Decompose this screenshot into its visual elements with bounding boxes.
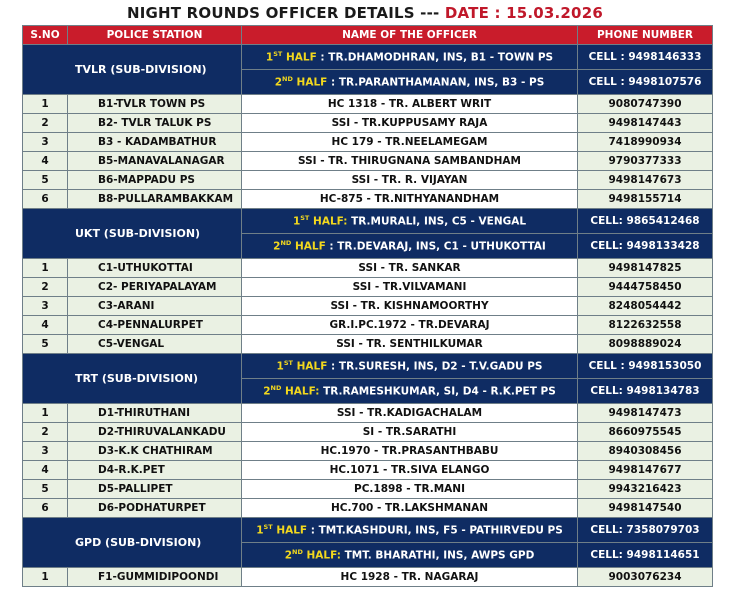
table-row xyxy=(23,95,713,114)
half-officer-text: : TR.SURESH, INS, D2 - T.V.GADU PS xyxy=(331,360,543,373)
police-station: D5-PALLIPET xyxy=(68,480,242,499)
header-sno: S.NO xyxy=(23,26,68,45)
table-row xyxy=(23,568,713,587)
table-row xyxy=(23,259,713,278)
header-officer-name: NAME OF THE OFFICER xyxy=(242,26,578,45)
table-row xyxy=(23,316,713,335)
serial-number: 2 xyxy=(23,278,68,297)
half-label: HALF xyxy=(285,51,317,64)
half-officer-text: : TR.PARANTHAMANAN, INS, B3 - PS xyxy=(330,76,545,89)
half-ordinal-number: 1 xyxy=(276,360,284,373)
phone-number: 9498147825 xyxy=(578,259,713,278)
half-label: HALF xyxy=(296,360,328,373)
half-ordinal-number: 1 xyxy=(292,215,301,228)
second-half-officer xyxy=(242,379,578,404)
first-half-officer xyxy=(242,45,578,70)
half-officer-text: : TMT.KASHDURI, INS, F5 - PATHIRVEDU PS xyxy=(310,524,563,537)
table-row xyxy=(23,278,713,297)
phone-number: 9498147540 xyxy=(578,499,713,518)
half-ordinal-suffix: ND xyxy=(282,75,293,84)
first-half-phone: CELL : 9498146333 xyxy=(578,45,713,70)
half-ordinal-number: 2 xyxy=(284,549,293,562)
police-station: C5-VENGAL xyxy=(68,335,242,354)
second-half-officer xyxy=(242,234,578,259)
subdivision-name: TVLR (SUB-DIVISION) xyxy=(75,63,207,76)
officer-name: GR.I.PC.1972 - TR.DEVARAJ xyxy=(242,316,578,335)
serial-number: 3 xyxy=(23,297,68,316)
phone-number: 8098889024 xyxy=(578,335,713,354)
serial-number: 1 xyxy=(23,95,68,114)
phone-number: 8660975545 xyxy=(578,423,713,442)
serial-number: 1 xyxy=(23,568,68,587)
table-row xyxy=(23,335,713,354)
serial-number: 2 xyxy=(23,114,68,133)
half-ordinal-suffix: ND xyxy=(280,239,292,248)
officer-name: HC.1970 - TR.PRASANTHBABU xyxy=(242,442,578,461)
table-body xyxy=(23,45,713,587)
police-station: F1-GUMMIDIPOONDI xyxy=(68,568,242,587)
phone-number: 9498155714 xyxy=(578,190,713,209)
officer-name: PC.1898 - TR.MANI xyxy=(242,480,578,499)
serial-number: 4 xyxy=(23,461,68,480)
serial-number: 3 xyxy=(23,133,68,152)
officer-name: HC.700 - TR.LAKSHMANAN xyxy=(242,499,578,518)
header-police-station: POLICE STATION xyxy=(68,26,242,45)
table-row xyxy=(23,171,713,190)
half-ordinal-suffix: ST xyxy=(283,359,293,368)
half-ordinal-suffix: ND xyxy=(292,548,303,557)
police-station: D1-THIRUTHANI xyxy=(68,404,242,423)
serial-number: 2 xyxy=(23,423,68,442)
second-half-phone: CELL : 9498107576 xyxy=(578,70,713,95)
officer-name: SSI - TR. R. VIJAYAN xyxy=(242,171,578,190)
half-officer-text: : TR.DHAMODHRAN, INS, B1 - TOWN PS xyxy=(320,51,554,64)
phone-number: 9790377333 xyxy=(578,152,713,171)
half-ordinal-number: 2 xyxy=(263,385,271,398)
police-station: B6-MAPPADU PS xyxy=(68,171,242,190)
table-row xyxy=(23,404,713,423)
second-half-phone: CELL: 9498134783 xyxy=(578,379,713,404)
table-row xyxy=(23,461,713,480)
half-ordinal-number: 1 xyxy=(265,51,274,64)
serial-number: 4 xyxy=(23,316,68,335)
subdivision-name-cell xyxy=(23,354,242,404)
police-station: B1-TVLR TOWN PS xyxy=(68,95,242,114)
table-row xyxy=(23,499,713,518)
half-ordinal-number: 2 xyxy=(273,240,281,253)
police-station: D4-R.K.PET xyxy=(68,461,242,480)
subdivision-name: UKT (SUB-DIVISION) xyxy=(75,227,201,240)
second-half-phone: CELL: 9498114651 xyxy=(578,543,713,568)
phone-number: 8122632558 xyxy=(578,316,713,335)
officer-name: HC-875 - TR.NITHYANANDHAM xyxy=(242,190,578,209)
phone-number: 9498147473 xyxy=(578,404,713,423)
officer-name: SSI - TR.VILVAMANI xyxy=(242,278,578,297)
officer-name: HC 179 - TR.NEELAMEGAM xyxy=(242,133,578,152)
phone-number: 9498147443 xyxy=(578,114,713,133)
phone-number: 8248054442 xyxy=(578,297,713,316)
half-label: HALF xyxy=(296,76,328,89)
half-officer-text: : TR.DEVARAJ, INS, C1 - UTHUKOTTAI xyxy=(329,240,546,253)
subdivision-row xyxy=(23,209,713,234)
half-officer-text: TR.MURALI, INS, C5 - VENGAL xyxy=(351,215,527,228)
serial-number: 6 xyxy=(23,190,68,209)
phone-number: 9498147673 xyxy=(578,171,713,190)
table-row xyxy=(23,423,713,442)
police-station: D6-PODHATURPET xyxy=(68,499,242,518)
half-ordinal-number: 2 xyxy=(274,76,283,89)
phone-number: 7418990934 xyxy=(578,133,713,152)
officer-name: SSI - TR. SANKAR xyxy=(242,259,578,278)
serial-number: 6 xyxy=(23,499,68,518)
subdivision-name-cell xyxy=(23,209,242,259)
subdivision-name: TRT (SUB-DIVISION) xyxy=(75,372,199,385)
subdivision-row xyxy=(23,354,713,379)
police-station: C3-ARANI xyxy=(68,297,242,316)
police-station: B2- TVLR TALUK PS xyxy=(68,114,242,133)
serial-number: 3 xyxy=(23,442,68,461)
subdivision-row xyxy=(23,45,713,70)
police-station: C4-PENNALURPET xyxy=(68,316,242,335)
officer-name: SSI - TR. KISHNAMOORTHY xyxy=(242,297,578,316)
phone-number: 9003076234 xyxy=(578,568,713,587)
title-text: NIGHT ROUNDS OFFICER DETAILS --- xyxy=(127,4,445,22)
police-station: C1-UTHUKOTTAI xyxy=(68,259,242,278)
officer-table xyxy=(22,25,713,587)
phone-number: 9444758450 xyxy=(578,278,713,297)
half-label: HALF: xyxy=(285,385,320,398)
table-row xyxy=(23,297,713,316)
half-label: HALF xyxy=(294,240,326,253)
title-date: DATE : 15.03.2026 xyxy=(444,4,603,22)
half-label: HALF: xyxy=(313,215,348,228)
table-header-row xyxy=(23,26,713,45)
table-row xyxy=(23,442,713,461)
phone-number: 9498147677 xyxy=(578,461,713,480)
officer-name: HC.1071 - TR.SIVA ELANGO xyxy=(242,461,578,480)
police-station: D3-K.K CHATHIRAM xyxy=(68,442,242,461)
half-label: HALF xyxy=(276,524,308,537)
subdivision-name: GPD (SUB-DIVISION) xyxy=(75,536,202,549)
officer-name: SSI - TR.KADIGACHALAM xyxy=(242,404,578,423)
table-row xyxy=(23,152,713,171)
first-half-phone: CELL : 9498153050 xyxy=(578,354,713,379)
serial-number: 5 xyxy=(23,480,68,499)
first-half-phone: CELL: 9865412468 xyxy=(578,209,713,234)
phone-number: 9080747390 xyxy=(578,95,713,114)
officer-name: HC 1318 - TR. ALBERT WRIT xyxy=(242,95,578,114)
first-half-officer xyxy=(242,518,578,543)
police-station: B3 - KADAMBATHUR xyxy=(68,133,242,152)
first-half-officer xyxy=(242,354,578,379)
subdivision-row xyxy=(23,518,713,543)
table-row xyxy=(23,190,713,209)
officer-name: SSI - TR.KUPPUSAMY RAJA xyxy=(242,114,578,133)
page-title xyxy=(0,4,730,22)
serial-number: 1 xyxy=(23,259,68,278)
serial-number: 1 xyxy=(23,404,68,423)
half-officer-text: TR.RAMESHKUMAR, SI, D4 - R.K.PET PS xyxy=(323,385,556,398)
serial-number: 5 xyxy=(23,171,68,190)
officer-name: HC 1928 - TR. NAGARAJ xyxy=(242,568,578,587)
phone-number: 9943216423 xyxy=(578,480,713,499)
half-ordinal-suffix: ST xyxy=(263,523,273,532)
half-ordinal-suffix: ST xyxy=(300,214,310,223)
subdivision-name-cell xyxy=(23,518,242,568)
officer-name: SSI - TR. THIRUGNANA SAMBANDHAM xyxy=(242,152,578,171)
police-station: B8-PULLARAMBAKKAM xyxy=(68,190,242,209)
subdivision-name-cell xyxy=(23,45,242,95)
phone-number: 8940308456 xyxy=(578,442,713,461)
table-row xyxy=(23,480,713,499)
table-row xyxy=(23,114,713,133)
half-officer-text: TMT. BHARATHI, INS, AWPS GPD xyxy=(344,549,535,562)
half-label: HALF: xyxy=(306,549,341,562)
half-ordinal-suffix: ST xyxy=(273,50,283,59)
header-phone-number: PHONE NUMBER xyxy=(578,26,713,45)
half-ordinal-suffix: ND xyxy=(270,384,282,393)
table-row xyxy=(23,133,713,152)
officer-name: SI - TR.SARATHI xyxy=(242,423,578,442)
second-half-officer xyxy=(242,70,578,95)
serial-number: 5 xyxy=(23,335,68,354)
officer-name: SSI - TR. SENTHILKUMAR xyxy=(242,335,578,354)
first-half-phone: CELL: 7358079703 xyxy=(578,518,713,543)
half-ordinal-number: 1 xyxy=(256,524,264,537)
police-station: D2-THIRUVALANKADU xyxy=(68,423,242,442)
police-station: B5-MANAVALANAGAR xyxy=(68,152,242,171)
second-half-phone: CELL: 9498133428 xyxy=(578,234,713,259)
first-half-officer xyxy=(242,209,578,234)
police-station: C2- PERIYAPALAYAM xyxy=(68,278,242,297)
second-half-officer xyxy=(242,543,578,568)
serial-number: 4 xyxy=(23,152,68,171)
